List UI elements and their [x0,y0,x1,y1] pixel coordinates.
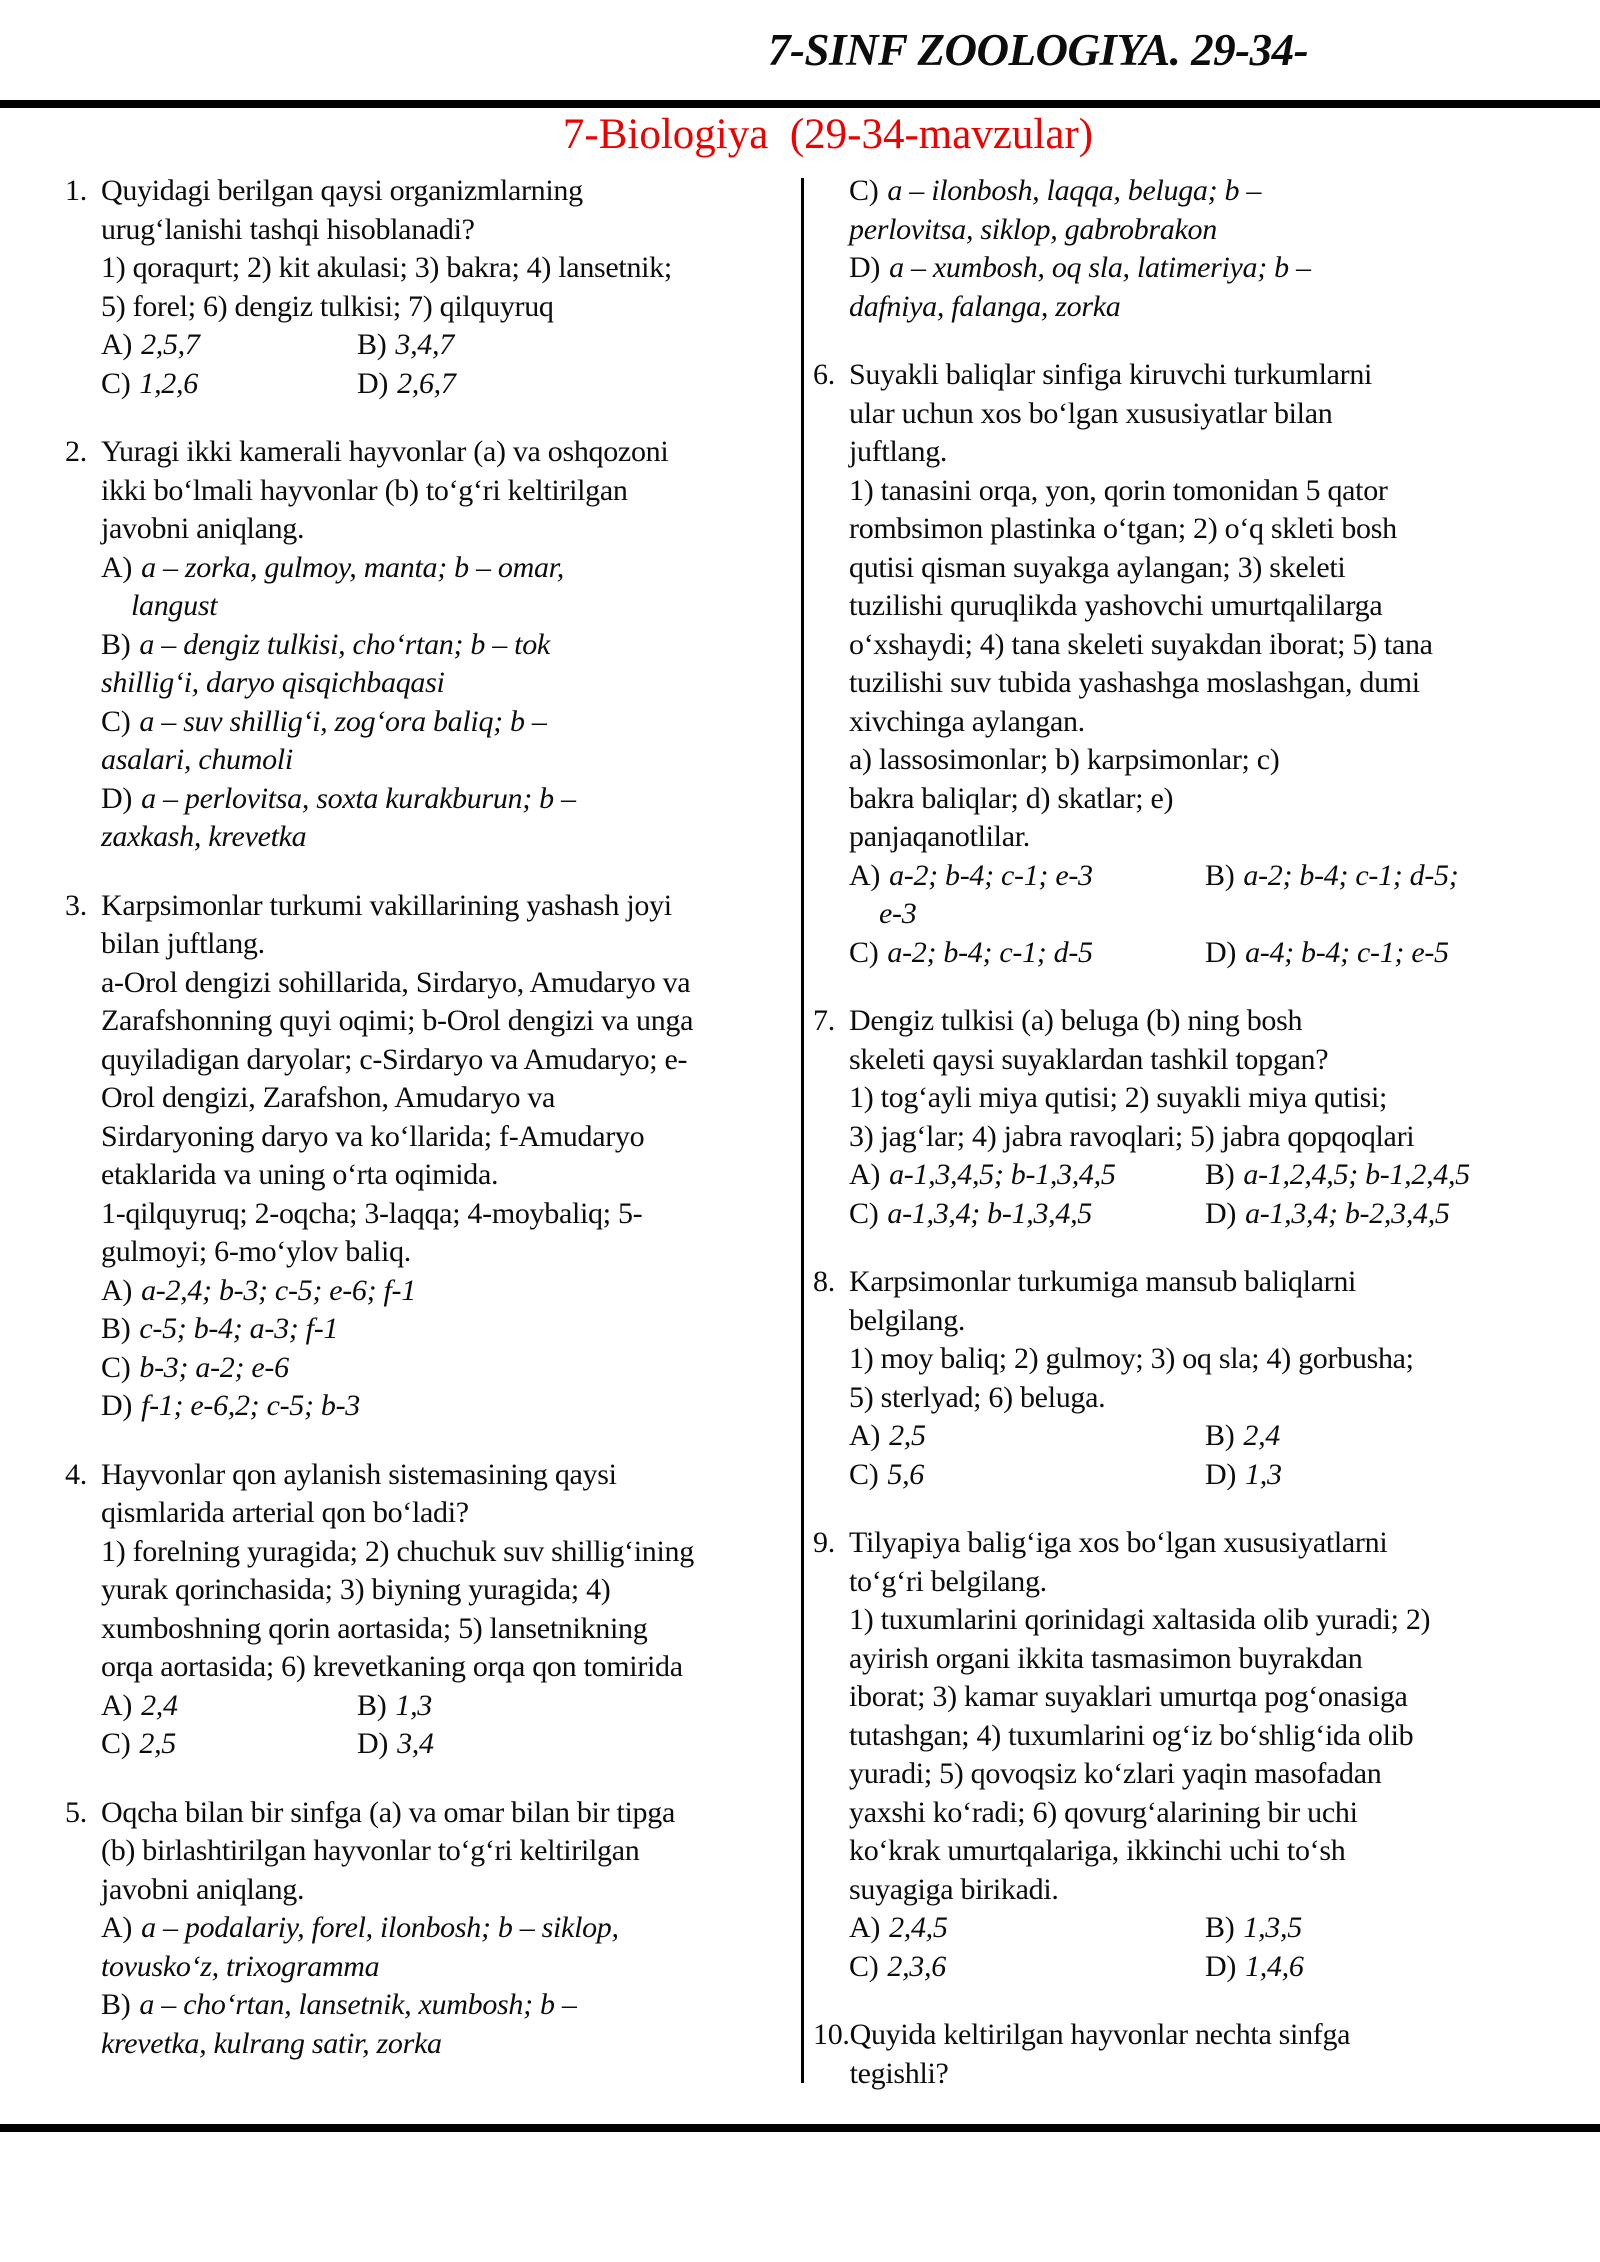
option-label: D) [357,1727,389,1760]
question-text-line: Quyidagi berilgan qaysi organizmlarning [101,174,583,207]
option-line [849,249,1588,288]
question-text-line: to‘g‘ri belgilang. [849,1564,1047,1598]
option-continuation: langust [131,589,218,622]
option-row [101,1725,795,1764]
option-label: C) [101,1727,131,1760]
question [813,1263,1588,1494]
question [65,172,795,403]
option-label: B) [1205,1419,1235,1452]
question-text-line: ayirish organi ikkita tasmasimon buyrakdan [849,1641,1363,1675]
answer-option [1205,1950,1304,1983]
option-label: D) [357,366,389,400]
question-number: 8. [813,1265,835,1298]
question-number: 9. [813,1526,835,1559]
option-label: C) [849,1949,879,1983]
option-value: 2,5 [889,1419,926,1452]
option-value: 1,4,6 [1245,1949,1304,1983]
question-text-line: ko‘krak umurtqalariga, ikkinchi uchi to‘sh [849,1834,1346,1867]
answer-option [101,365,357,404]
question-text-line: etaklarida va uning o‘rta oqimida. [101,1158,499,1191]
question [813,172,1588,326]
option-value: a – dengiz tulkisi, cho‘rtan; b – tok [139,627,550,661]
option-continuation: e-3 [879,897,917,930]
option-label: D) [1205,1457,1237,1491]
option-line [101,780,795,819]
option-line [101,703,795,742]
question-text-line: yaxshi ko‘radi; 6) qovurg‘alarining bir uchi [849,1795,1358,1829]
option-value: a-2; b-4; c-1; e-3 [889,858,1093,892]
answer-option [357,367,456,400]
answer-option [101,1687,357,1726]
option-label: A) [849,858,881,892]
option-value: 1,3 [395,1688,433,1722]
option-value: 1,2,6 [139,366,198,400]
option-label: B) [357,1688,387,1722]
option-label: D) [1205,935,1237,969]
question-number: 5. [65,1795,87,1829]
option-label: D) [101,1389,133,1422]
question-text-line: 5) forel; 6) dengiz tulkisi; 7) qilquyruq [101,289,554,323]
option-value: a – ilonbosh, laqqa, beluga; b – [887,174,1262,207]
question-body [101,172,795,403]
option-row [849,857,1588,896]
question-text-line: Sirdaryoning daryo va ko‘llarida; f-Amudaryo [101,1119,645,1153]
option-label: C) [849,1196,879,1230]
option-line [101,1310,795,1349]
option-continuation: shillig‘i, daryo qisqichbaqasi [101,666,445,699]
option-line [101,1387,795,1426]
option-continuation: dafniya, falanga, zorka [849,289,1121,323]
question-text-line: javobni aniqlang. [101,512,305,545]
answer-option [1205,1458,1282,1491]
question-number [813,172,849,326]
option-value: a – xumbosh, oq sla, latimeriya; b – [889,251,1311,284]
option-continuation: zaxkash, krevetka [101,820,307,853]
question-body [849,1524,1588,1986]
option-continuation: tovusko‘z, trixogramma [101,1949,380,1983]
question-text-line: Karpsimonlar turkumi vakillarining yashash joyi [101,888,672,922]
question-body [850,2016,1588,2093]
question-text-line: yuradi; 5) qovoqsiz ko‘zlari yaqin masofadan [849,1757,1382,1790]
option-value: a-1,2,4,5; b-1,2,4,5 [1243,1158,1470,1191]
column-left [65,172,795,2063]
option-line [101,1909,795,1948]
option-value: 1,3,5 [1243,1911,1302,1944]
question-text-line: tuzilishi suv tubida yashashga moslashgan, dumi [849,666,1420,699]
option-value: 1,3 [1245,1457,1282,1491]
question-body [101,887,795,1426]
question-text-line: ikki bo‘lmali hayvonlar (b) to‘g‘ri keltirilgan [101,473,628,507]
page-header-title: 7-SINF ZOOLOGIYA. 29-34- [768,25,1309,75]
option-label: D) [1205,1949,1237,1983]
option-label: A) [101,550,133,584]
option-label: B) [101,1988,131,2021]
footer-rule [0,2124,1600,2132]
option-row [849,1948,1588,1987]
answer-option [357,1727,434,1760]
question-text-line: 1) tanasini orqa, yon, qorin tomonidan 5 qator [849,473,1388,507]
option-value: f-1; e-6,2; c-5; b-3 [141,1389,360,1422]
question-body [101,1794,795,2064]
option-value: a-1,3,4; b-2,3,4,5 [1245,1196,1450,1230]
option-label: A) [101,1911,133,1944]
question-text-line: 5) sterlyad; 6) beluga. [849,1380,1106,1414]
option-value: a-4; b-4; c-1; e-5 [1245,935,1449,969]
answer-option [101,1725,357,1764]
question-number: 1. [65,174,87,207]
question [65,887,795,1426]
question-text-line: 3) jag‘lar; 4) jabra ravoqlari; 5) jabra qopqoqlari [849,1119,1415,1153]
question-text-line: iborat; 3) kamar suyaklari umurtqa pog‘onasiga [849,1680,1408,1713]
option-label: C) [849,935,879,969]
question-text-line: a-Orol dengizi sohillarida, Sirdaryo, Amudaryo va [101,965,691,999]
question-body [101,1456,795,1764]
question-text-line: Yuragi ikki kamerali hayvonlar (a) va oshqozoni [101,435,669,468]
option-line [101,549,795,588]
question-number: 6. [813,358,835,391]
option-value: a-2; b-4; c-1; d-5 [887,935,1093,969]
question-text-line: tuzilishi quruqlikda yashovchi umurtqalilarga [849,589,1383,622]
option-value: a-1,3,4,5; b-1,3,4,5 [889,1158,1116,1191]
option-value: c-5; b-4; a-3; f-1 [139,1312,339,1345]
answer-option [849,1456,1205,1495]
question-text-line: Hayvonlar qon aylanish sistemasining qaysi [101,1457,617,1491]
option-line [101,1986,795,2025]
question-text-line: qutisi qisman suyakga aylangan; 3) skeleti [849,550,1346,584]
option-value: 2,4 [141,1688,178,1722]
option-row [101,1687,795,1726]
option-row [101,365,795,404]
answer-option [849,857,1205,896]
question-body [849,1263,1588,1494]
question-text-line: panjaqanotlilar. [849,820,1030,853]
question-text-line: Orol dengizi, Zarafshon, Amudaryo va [101,1081,556,1114]
option-value: a-2; b-4; c-1; d-5; [1243,858,1459,892]
question [813,1524,1588,1986]
option-label: C) [101,366,131,400]
answer-option [1205,936,1449,969]
question-text-line: Tilyapiya balig‘iga xos bo‘lgan xususiyatlarni [849,1526,1388,1559]
answer-option [1205,1158,1470,1191]
option-label: B) [357,328,387,361]
question-text-line: Zarafshonning quyi oqimi; b-Orol dengizi va unga [101,1004,694,1037]
option-label: D) [849,251,881,284]
question-body [101,433,795,857]
option-label: C) [849,1457,879,1491]
answer-option [1205,1419,1280,1452]
question [813,356,1588,972]
answer-option [357,328,454,361]
question-text-line: Oqcha bilan bir sinfga (a) va omar bilan bir tipga [101,1795,675,1829]
question-text-line: bilan juftlang. [101,927,265,960]
option-value: a – perlovitsa, soxta kurakburun; b – [141,781,576,815]
option-value: 3,4,7 [395,328,454,361]
question-body [849,1002,1588,1233]
question-text-line: Karpsimonlar turkumiga mansub baliqlarni [849,1265,1357,1298]
question-text-line: 1) moy baliq; 2) gulmoy; 3) oq sla; 4) gorbusha; [849,1342,1414,1375]
option-label: B) [101,1312,131,1345]
question [65,433,795,857]
option-row [849,1909,1588,1948]
option-row [849,1456,1588,1495]
question-text-line: gulmoyi; 6-mo‘ylov baliq. [101,1235,411,1268]
question-text-line: (b) birlashtirilgan hayvonlar to‘g‘ri keltirilgan [101,1834,640,1867]
option-value: a – suv shillig‘i, zog‘ora baliq; b – [139,704,547,738]
question-number: 3. [65,888,87,922]
question-text-line: 1) forelning yuragida; 2) chuchuk suv shillig‘ining [101,1534,694,1568]
option-value: 2,4,5 [889,1911,948,1944]
answer-option [849,1417,1205,1456]
answer-option [1205,859,1458,892]
question-text-line: belgilang. [849,1303,966,1337]
question-number: 7. [813,1004,835,1037]
question [813,2016,1588,2093]
answer-option [849,1195,1205,1234]
option-label: D) [1205,1196,1237,1230]
question-text-line: ular uchun xos bo‘lgan xususiyatlar bilan [849,396,1333,430]
option-label: C) [849,174,879,207]
header-rule [0,100,1600,108]
question-text-line: orqa aortasida; 6) krevetkaning orqa qon tomirida [101,1650,683,1683]
option-label: B) [1205,858,1235,892]
question-text-line: xivchinga aylangan. [849,704,1085,738]
question-text-line: 1) tuxumlarini qorinidagi xaltasida olib yuradi; 2) [849,1603,1431,1636]
option-label: A) [101,328,133,361]
option-continuation: perlovitsa, siklop, gabrobrakon [849,212,1217,246]
answer-option [357,1689,432,1722]
page-title: 7-Biologiya (29-34-mavzular) [562,111,1094,158]
question [65,1456,795,1764]
option-line [101,1349,795,1388]
option-row [849,1156,1588,1195]
question-text-line: urug‘lanishi tashqi hisoblanadi? [101,212,475,246]
question-text-line: rombsimon plastinka o‘tgan; 2) o‘q skleti bosh [849,512,1397,545]
question-text-line: Dengiz tulkisi (a) beluga (b) ning bosh [849,1004,1303,1037]
question-text-line: qismlarida arterial qon bo‘ladi? [101,1496,469,1529]
answer-option [849,1156,1205,1195]
question-text-line: quyiladigan daryolar; c-Sirdaryo va Amudaryo; e- [101,1042,688,1076]
option-value: a – zorka, gulmoy, manta; b – omar, [141,550,564,584]
question-body [849,172,1588,326]
question-text-line: xumboshning qorin aortasida; 5) lansetnikning [101,1611,648,1645]
option-label: C) [101,704,131,738]
question-number: 2. [65,435,87,468]
answer-option [1205,1911,1302,1944]
option-value: a – cho‘rtan, lansetnik, xumbosh; b – [139,1988,577,2021]
question-text-line: juftlang. [849,435,948,468]
question-text-line: javobni aniqlang. [101,1872,305,1906]
question-text-line: tegishli? [849,2056,949,2090]
answer-option [1205,1197,1450,1230]
question-number: 4. [65,1457,87,1491]
option-label: D) [101,781,133,815]
question [65,1794,795,2064]
option-line [101,1272,795,1311]
question-text-line: Quyida keltirilgan hayvonlar nechta sinfga [849,2018,1351,2051]
option-value: 2,3,6 [887,1949,946,1983]
option-label: A) [849,1911,881,1944]
column-right [813,172,1588,2093]
question-text-line: tutashgan; 4) tuxumlarini og‘iz bo‘shlig‘ida olib [849,1718,1414,1752]
question-text-line: suyagiga birikadi. [849,1872,1059,1906]
option-line [849,172,1588,211]
option-value: 2,4 [1243,1419,1281,1452]
question-text-line: o‘xshaydi; 4) tana skeleti suyakdan iborat; 5) tana [849,627,1433,661]
question-body [849,356,1588,972]
option-label: B) [1205,1911,1235,1944]
option-label: B) [1205,1158,1235,1191]
question-number: 10. [813,2018,850,2051]
option-line [101,626,795,665]
question-text-line: bakra baliqlar; d) skatlar; e) [849,781,1174,815]
question [813,1002,1588,1233]
option-continuation: krevetka, kulrang satir, zorka [101,2026,442,2060]
option-value: b-3; a-2; e-6 [139,1350,289,1384]
answer-option [849,1909,1205,1948]
answer-option [849,1948,1205,1987]
option-row [849,1195,1588,1234]
option-label: A) [101,1273,133,1307]
option-value: 3,4 [397,1727,434,1760]
option-label: B) [101,627,131,661]
option-row [101,326,795,365]
question-text-line: yurak qorinchasida; 3) biyning yuragida; 4) [101,1573,611,1606]
column-divider [801,178,804,2083]
question-text-line: 1) tog‘ayli miya qutisi; 2) suyakli miya qutisi; [849,1081,1388,1114]
question-text-line: Suyakli baliqlar sinfiga kiruvchi turkumlarni [849,358,1373,391]
answer-option [101,326,357,365]
option-value: 2,5 [139,1727,177,1760]
option-value: a – podalariy, forel, ilonbosh; b – siklop, [141,1911,619,1944]
option-value: a-2,4; b-3; c-5; e-6; f-1 [141,1273,416,1307]
option-value: 2,5,7 [141,328,200,361]
question-text-line: 1) qoraqurt; 2) kit akulasi; 3) bakra; 4) lansetnik; [101,251,672,284]
option-value: 2,6,7 [397,366,456,400]
option-label: C) [101,1350,131,1384]
option-value: 5,6 [887,1457,925,1491]
question-text-line: 1-qilquyruq; 2-oqcha; 3-laqqa; 4-moybaliq; 5- [101,1196,643,1230]
question-text-line: skeleti qaysi suyaklardan tashkil topgan? [849,1042,1329,1076]
option-row [849,1417,1588,1456]
answer-option [849,934,1205,973]
question-text-line: a) lassosimonlar; b) karpsimonlar; c) [849,743,1280,776]
option-continuation: asalari, chumoli [101,743,293,776]
option-label: A) [849,1419,881,1452]
option-row [849,934,1588,973]
option-label: A) [849,1158,881,1191]
option-label: A) [101,1688,133,1722]
option-value: a-1,3,4; b-1,3,4,5 [887,1196,1092,1230]
